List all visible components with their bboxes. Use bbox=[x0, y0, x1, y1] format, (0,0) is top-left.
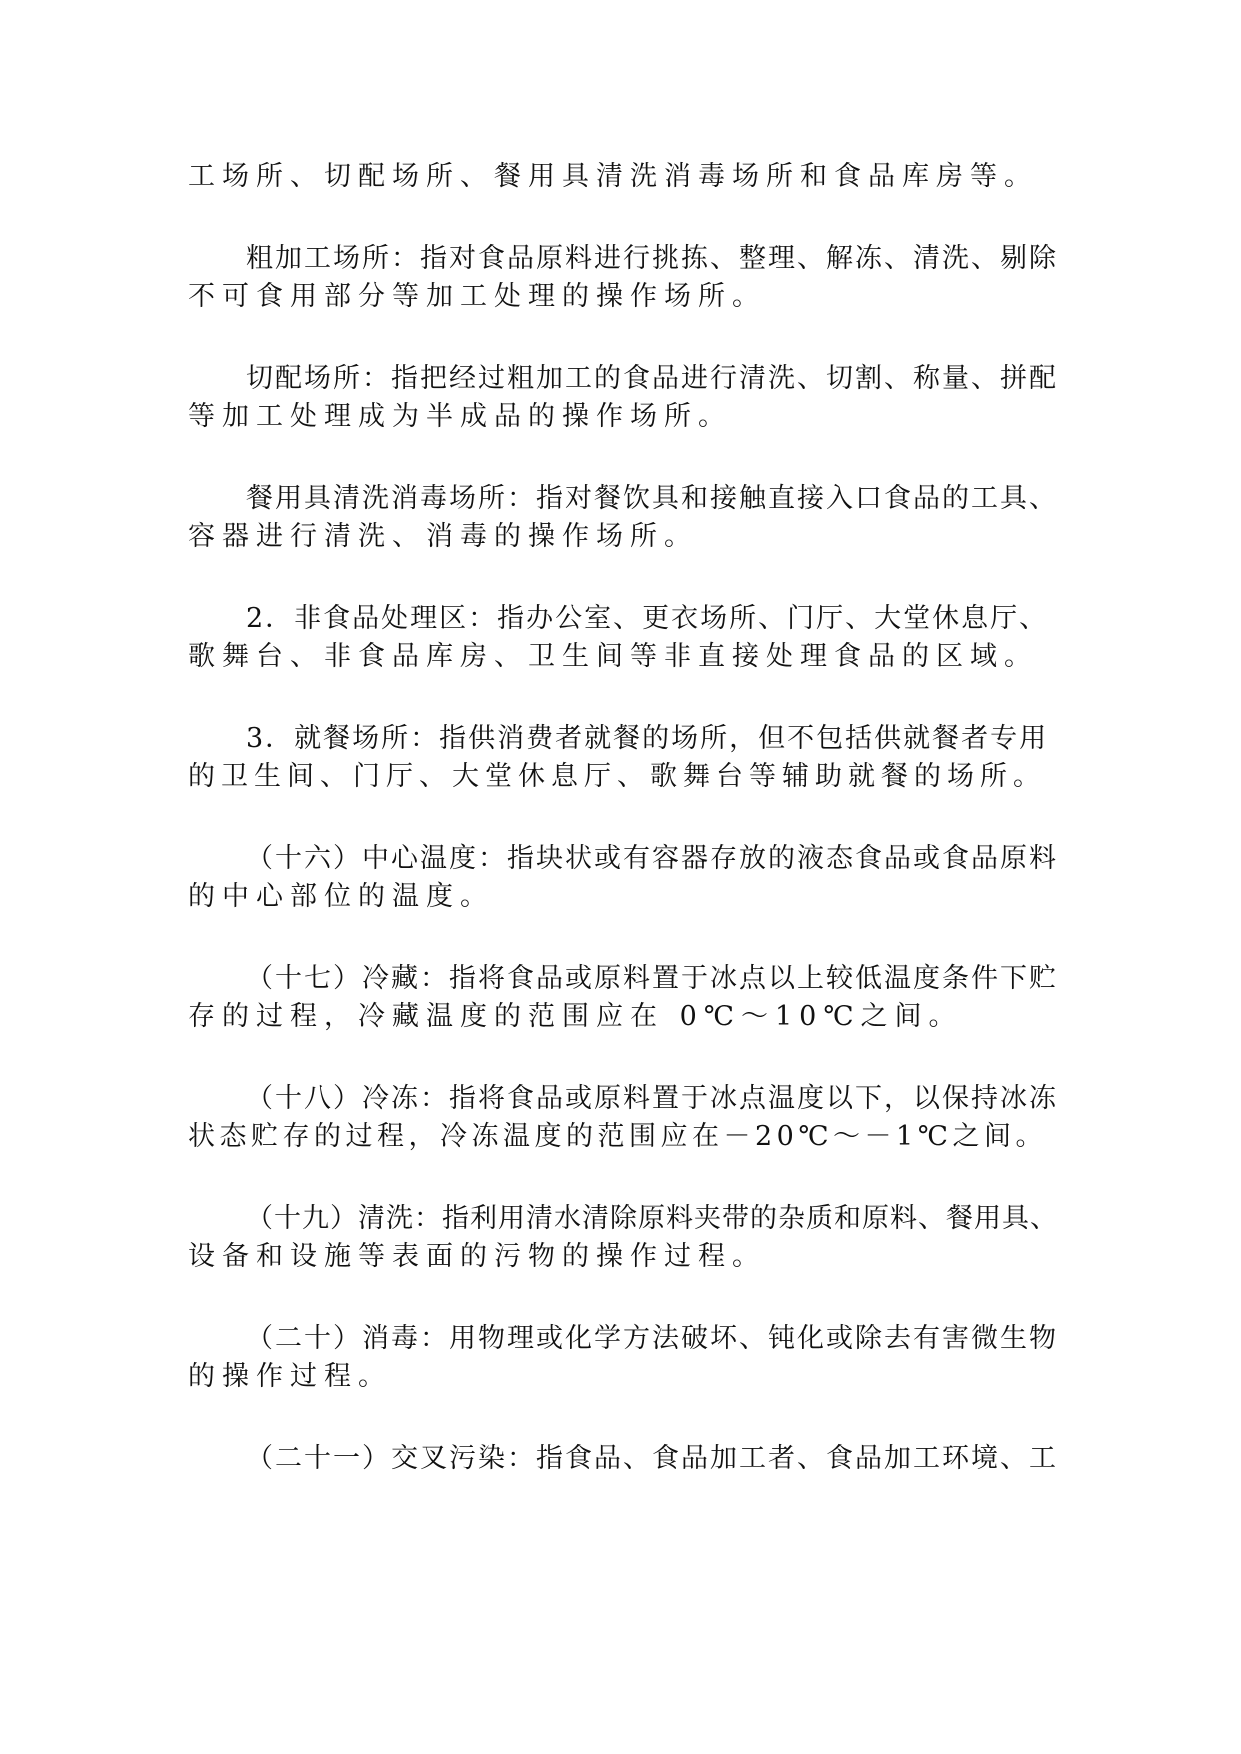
text-line: （十八）冷冻：指将食品或原料置于冰点温度以下，以保持冰冻 bbox=[246, 1083, 1058, 1114]
text-line: （二十）消毒：用物理或化学方法破坏、钝化或除去有害微生物 bbox=[246, 1323, 1058, 1354]
text-line: 餐用具清洗消毒场所：指对餐饮具和接触直接入口食品的工具、 bbox=[246, 483, 1058, 514]
text-line: （十九）清洗：指利用清水清除原料夹带的杂质和原料、餐用具、 bbox=[246, 1203, 1058, 1234]
text-line: 2．非食品处理区：指办公室、更衣场所、门厅、大堂休息厅、 bbox=[246, 603, 1049, 634]
text-line: 3．就餐场所：指供消费者就餐的场所，但不包括供就餐者专用 bbox=[246, 723, 1049, 754]
text-line: （十七）冷藏：指将食品或原料置于冰点以上较低温度条件下贮 bbox=[246, 963, 1058, 994]
text-line: 工场所、切配场所、餐用具清洗消毒场所和食品库房等。 bbox=[188, 161, 1038, 192]
paragraph bbox=[188, 158, 1058, 196]
text-line: 的卫生间、门厅、大堂休息厅、歌舞台等辅助就餐的场所。 bbox=[188, 761, 1046, 792]
paragraph-utensil-cleaning-area bbox=[188, 480, 1058, 556]
paragraph-freezing bbox=[188, 1080, 1058, 1156]
paragraph-non-food-area bbox=[188, 600, 1058, 676]
paragraph-cross-contamination bbox=[188, 1440, 1058, 1478]
text-line: 的操作过程。 bbox=[188, 1361, 392, 1392]
paragraph-refrigeration bbox=[188, 960, 1058, 1036]
text-line: 设备和设施等表面的污物的操作过程。 bbox=[188, 1241, 766, 1272]
text-line: 不可食用部分等加工处理的操作场所。 bbox=[188, 281, 766, 312]
paragraph-rough-processing-area bbox=[188, 240, 1058, 316]
text-line: 歌舞台、非食品库房、卫生间等非直接处理食品的区域。 bbox=[188, 641, 1038, 672]
text-line: 粗加工场所：指对食品原料进行挑拣、整理、解冻、清洗、剔除 bbox=[246, 243, 1058, 274]
paragraph-dining-area bbox=[188, 720, 1058, 796]
text-line: 的中心部位的温度。 bbox=[188, 881, 494, 912]
document-body bbox=[188, 158, 1058, 1478]
text-line: 存的过程，冷藏温度的范围应在 0℃～10℃之间。 bbox=[188, 1001, 963, 1032]
paragraph-cleaning bbox=[188, 1200, 1058, 1276]
paragraph-cutting-area bbox=[188, 360, 1058, 436]
text-line: 容器进行清洗、消毒的操作场所。 bbox=[188, 521, 698, 552]
text-line: （十六）中心温度：指块状或有容器存放的液态食品或食品原料 bbox=[246, 843, 1058, 874]
paragraph-disinfection bbox=[188, 1320, 1058, 1396]
paragraph-core-temperature bbox=[188, 840, 1058, 916]
text-line: 状态贮存的过程，冷冻温度的范围应在－20℃～－1℃之间。 bbox=[188, 1121, 1047, 1152]
text-line: 等加工处理成为半成品的操作场所。 bbox=[188, 401, 732, 432]
text-line: 切配场所：指把经过粗加工的食品进行清洗、切割、称量、拼配 bbox=[246, 363, 1058, 394]
text-line: （二十一）交叉污染：指食品、食品加工者、食品加工环境、工 bbox=[246, 1443, 1058, 1474]
